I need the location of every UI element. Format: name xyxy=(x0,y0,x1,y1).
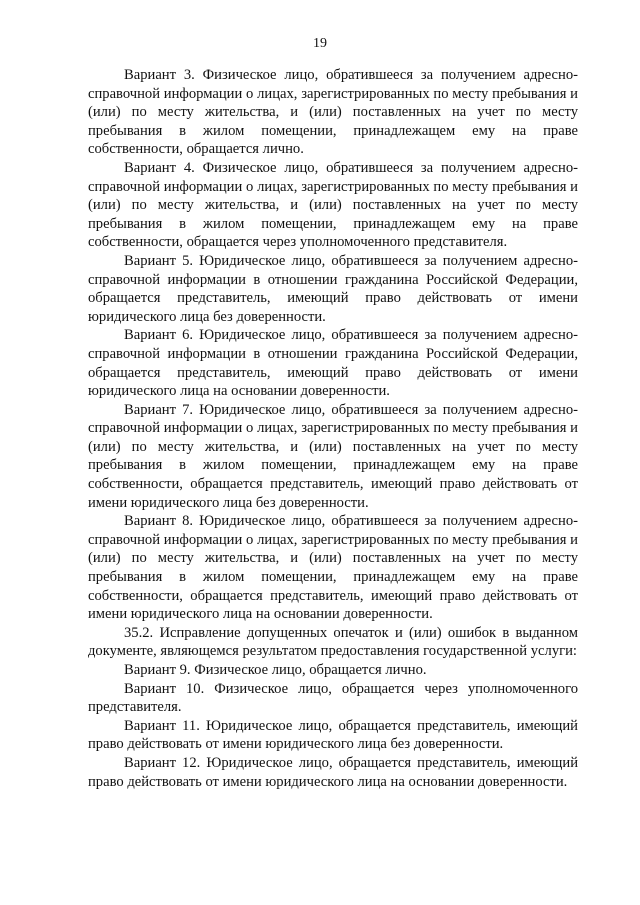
paragraph-variant-5: Вариант 5. Юридическое лицо, обратившееся за получением адресно-справочной информации в отношении гражданина Российской Федерации, обращается представитель, имеющий право действовать от имени юридического лица без доверенности. xyxy=(88,252,578,325)
page-number: 19 xyxy=(313,36,327,51)
paragraph-variant-8: Вариант 8. Юридическое лицо, обратившееся за получением адресно-справочной информации о лицах, зарегистрированных по месту пребывания и (или) по месту жительства, и (или) поставленных на учет по месту пребывания в жилом помещении, принадлежащем ему на праве собственности, обращается представитель, имеющий право действовать от имени юридического лица на основании доверенности. xyxy=(88,513,578,623)
paragraph-variant-3: Вариант 3. Физическое лицо, обратившееся за получением адресно-справочной информации о лицах, зарегистрированных по месту пребывания и (или) по месту жительства, и (или) поставленных на учет по месту пребывания в жилом помещении, принадлежащем ему на праве собственности, обращается лично. xyxy=(88,67,578,158)
paragraph-variant-10: Вариант 10. Физическое лицо, обращается через уполномоченного представителя. xyxy=(88,680,578,716)
paragraph-section-35-2: 35.2. Исправление допущенных опечаток и (или) ошибок в выданном документе, являющемся результатом предоставления государственной услуги: xyxy=(88,624,578,660)
paragraph-variant-4: Вариант 4. Физическое лицо, обратившееся за получением адресно-справочной информации о лицах, зарегистрированных по месту пребывания и (или) по месту жительства, и (или) поставленных на учет по месту пребывания в жилом помещении, принадлежащем ему на праве собственности, обращается через уполномоченного представителя. xyxy=(88,159,578,251)
paragraph-variant-12: Вариант 12. Юридическое лицо, обращается представитель, имеющий право действовать от имени юридического лица на основании доверенности. xyxy=(88,754,578,790)
paragraph-variant-9: Вариант 9. Физическое лицо, обращается лично. xyxy=(124,662,427,678)
paragraph-variant-6: Вариант 6. Юридическое лицо, обратившееся за получением адресно-справочной информации в отношении гражданина Российской Федерации, обращается представитель, имеющий право действовать от имени юридического лица на основании доверенности. xyxy=(88,327,578,400)
paragraph-variant-11: Вариант 11. Юридическое лицо, обращается представитель, имеющий право действовать от имени юридического лица без доверенности. xyxy=(88,717,578,753)
document-body xyxy=(88,66,578,791)
paragraph-variant-7: Вариант 7. Юридическое лицо, обратившееся за получением адресно-справочной информации о лицах, зарегистрированных по месту пребывания и (или) по месту жительства, и (или) поставленных на учет по месту пребывания в жилом помещении, принадлежащем ему на праве собственности, обращается представитель, имеющий право действовать от имени юридического лица без доверенности. xyxy=(88,401,578,511)
